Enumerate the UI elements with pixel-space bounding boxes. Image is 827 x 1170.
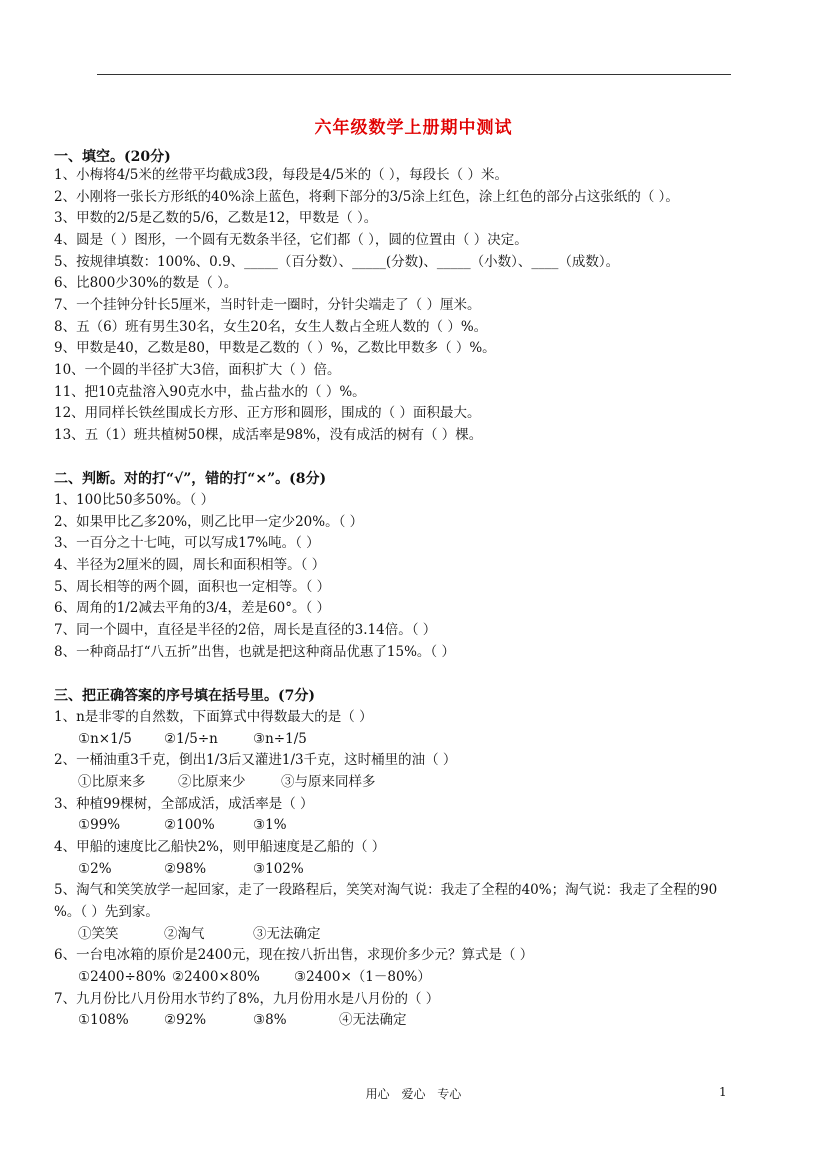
choice-question-2: 2、一桶油重3千克，倒出1/3后又灌进1/3千克，这时桶里的油（ ） — [54, 752, 457, 768]
choice-1-option-3: ③n÷1/5 — [253, 731, 307, 747]
judge-item-5: 5、周长相等的两个圆，面积也一定相等。（ ） — [54, 579, 331, 595]
choice-6-option-3: ③2400×（1－80%） — [294, 969, 431, 985]
judge-item-1: 1、100比50多50%。（ ） — [54, 492, 215, 508]
choice-5-option-3: ③无法确定 — [253, 926, 321, 942]
fill-item-2: 2、小刚将一张长方形纸的40%涂上蓝色，将剩下部分的3/5涂上红色，涂上红色的部分占这张纸的（ ）。 — [54, 189, 679, 205]
choice-6-option-2: ②2400×80% — [172, 969, 260, 985]
choice-question-3: 3、种植99棵树，全部成活，成活率是（ ） — [54, 796, 314, 812]
judge-item-8: 8、一种商品打“八五折”出售，也就是把这种商品优惠了15%。（ ） — [54, 644, 455, 660]
footer-motto: 用心 爱心 专心 — [365, 1087, 462, 1101]
section-2-heading: 二、判断。对的打“√”，错的打“×”。(8分) — [54, 471, 327, 487]
fill-item-1: 1、小梅将4/5米的丝带平均截成3段，每段是4/5米的（ ），每段长（ ）米。 — [54, 167, 508, 183]
fill-item-13: 13、五（1）班共植树50棵，成活率是98%，没有成活的树有（ ）棵。 — [54, 427, 483, 443]
choice-7-option-1: ①108% — [78, 1012, 129, 1028]
fill-item-3: 3、甲数的2/5是乙数的5/6，乙数是12，甲数是（ ）。 — [54, 210, 378, 226]
choice-3-option-1: ①99% — [78, 817, 121, 833]
judge-item-3: 3、一百分之十七吨，可以写成17%吨。（ ） — [54, 535, 320, 551]
fill-item-11: 11、把10克盐溶入90克水中，盐占盐水的（ ）%。 — [54, 384, 366, 400]
choice-question-1: 1、n是非零的自然数，下面算式中得数最大的是（ ） — [54, 709, 373, 725]
fill-item-7: 7、一个挂钟分针长5厘米，当时针走一圈时，分针尖端走了（ ）厘米。 — [54, 297, 481, 313]
choice-1-option-1: ①n×1/5 — [78, 731, 132, 747]
choice-question-5-cont: %。（ ）先到家。 — [54, 904, 159, 920]
choice-3-option-2: ②100% — [164, 817, 215, 833]
choice-5-option-1: ①笑笑 — [78, 926, 119, 942]
choice-6-option-1: ①2400÷80% — [78, 969, 166, 985]
choice-2-option-3: ③与原来同样多 — [281, 774, 376, 790]
choice-3-option-3: ③1% — [253, 817, 287, 833]
fill-item-6: 6、比800少30%的数是（ ）。 — [54, 275, 238, 291]
choice-question-4: 4、甲船的速度比乙船快2%，则甲船速度是乙船的（ ） — [54, 839, 386, 855]
choice-2-option-1: ①比原来多 — [78, 774, 146, 790]
fill-item-5: 5、按规律填数：100%、0.9、_____（百分数）、_____(分数)、_____（小数）、____（成数）。 — [54, 254, 620, 270]
choice-4-option-3: ③102% — [253, 861, 304, 877]
page-title: 六年级数学上册期中测试 — [314, 118, 513, 138]
fill-item-8: 8、五（6）班有男生30名，女生20名，女生人数占全班人数的（ ）%。 — [54, 319, 488, 335]
judge-item-7: 7、同一个圆中，直径是半径的2倍，周长是直径的3.14倍。（ ） — [54, 622, 437, 638]
page-number: 1 — [719, 1085, 727, 1099]
judge-item-6: 6、周角的1/2减去平角的3/4，差是60°。（ ） — [54, 600, 331, 616]
fill-item-9: 9、甲数是40，乙数是80，甲数是乙数的（ ）%，乙数比甲数多（ ）%。 — [54, 340, 496, 356]
judge-item-4: 4、半径为2厘米的圆，周长和面积相等。（ ） — [54, 557, 326, 573]
choice-question-5: 5、淘气和笑笑放学一起回家，走了一段路程后，笑笑对淘气说：我走了全程的40%；淘气说：我走了全程的90 — [54, 882, 718, 898]
choice-1-option-2: ②1/5÷n — [164, 731, 218, 747]
section-1-heading: 一、填空。(20分) — [54, 149, 171, 165]
choice-4-option-1: ①2% — [78, 861, 112, 877]
fill-item-12: 12、用同样长铁丝围成长方形、正方形和圆形，围成的（ ）面积最大。 — [54, 405, 481, 421]
header-rule — [97, 74, 731, 75]
choice-7-option-2: ②92% — [164, 1012, 207, 1028]
choice-question-6: 6、一台电冰箱的原价是2400元，现在按八折出售，求现价多少元？算式是（ ） — [54, 947, 534, 963]
choice-7-option-4: ④无法确定 — [339, 1012, 407, 1028]
section-3-heading: 三、把正确答案的序号填在括号里。(7分) — [54, 688, 315, 704]
choice-question-7: 7、九月份比八月份用水节约了8%，九月份用水是八月份的（ ） — [54, 991, 440, 1007]
fill-item-10: 10、一个圆的半径扩大3倍，面积扩大（ ）倍。 — [54, 362, 341, 378]
choice-7-option-3: ③8% — [253, 1012, 287, 1028]
judge-item-2: 2、如果甲比乙多20%，则乙比甲一定少20%。（ ） — [54, 514, 364, 530]
choice-2-option-2: ②比原来少 — [178, 774, 246, 790]
choice-4-option-2: ②98% — [164, 861, 207, 877]
choice-5-option-2: ②淘气 — [164, 926, 205, 942]
fill-item-4: 4、圆是（ ）图形，一个圆有无数条半径，它们都（ ），圆的位置由（ ）决定。 — [54, 232, 528, 248]
